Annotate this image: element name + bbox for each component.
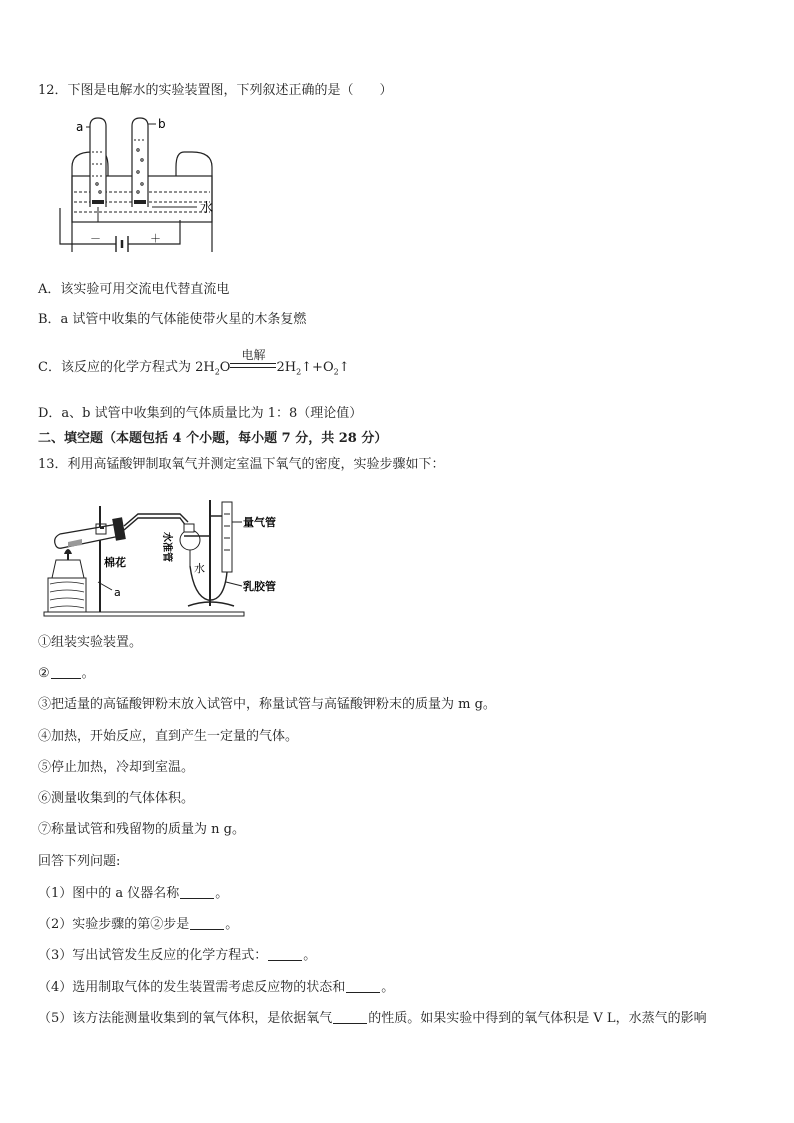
- sub2-suffix: 。: [225, 917, 239, 932]
- sub3-prefix: （3）写出试管发生反应的化学方程式：: [38, 948, 268, 963]
- q12-option-c-prefix: C．该反应的化学方程式为 2H: [38, 360, 215, 375]
- q13-step3: ③把适量的高锰酸钾粉末放入试管中，称量试管与高锰酸钾粉末的质量为 m g。: [38, 697, 496, 712]
- q12-option-d: D．a、b 试管中收集到的气体质量比为 1：8（理论值）: [38, 406, 363, 421]
- rubber-tube-label: 乳胶管: [243, 580, 276, 593]
- tube-b-label: b: [158, 117, 166, 131]
- q13-step6: ⑥测量收集到的气体体积。: [38, 791, 195, 806]
- q12-option-a: A．该实验可用交流电代替直流电: [38, 282, 230, 297]
- q13-step7: ⑦称量试管和残留物的质量为 n g。: [38, 822, 245, 837]
- sub5-suffix: 的性质。如果实验中得到的氧气体积是 V L，水蒸气的影响: [368, 1011, 707, 1026]
- electrolysis-apparatus: [52, 112, 232, 270]
- sub5-prefix: （5）该方法能测量收集到的氧气体积，是依据氧气: [38, 1011, 333, 1026]
- q13-step2: [38, 665, 95, 683]
- sub2-blank[interactable]: [190, 916, 224, 930]
- q13-sub2: [38, 916, 238, 934]
- step2-blank[interactable]: [51, 665, 81, 679]
- reaction-condition: 电解: [241, 348, 266, 362]
- q13-sub4: [38, 979, 394, 997]
- gas-tube-label: 量气管: [243, 516, 276, 529]
- water-label-13: 水: [194, 562, 205, 575]
- sub2-prefix: （2）实验步骤的第②步是: [38, 917, 190, 932]
- q12-option-b: B．a 试管中收集的气体能使带火星的木条复燃: [38, 312, 307, 327]
- level-tube-label: 水准管: [161, 532, 172, 562]
- sub1-prefix: （1）图中的 a 仪器名称: [38, 886, 180, 901]
- q13-sub3: [38, 947, 316, 965]
- tube-a-label: a: [76, 120, 84, 134]
- sub5-blank[interactable]: [333, 1010, 367, 1024]
- oxygen-apparatus-figure: [38, 496, 298, 620]
- plus-label: ＋: [150, 232, 161, 245]
- sub3-blank[interactable]: [268, 947, 302, 961]
- step2-suffix: 。: [81, 666, 95, 681]
- q12-option-c: C．该反应的化学方程式为 $2H_2O$ 电解 $2H_2↑+O_2↑$: [38, 348, 350, 377]
- electrolysis-figure: [52, 112, 232, 270]
- q12-stem: 12．下图是电解水的实验装置图，下列叙述正确的是（ ）: [38, 83, 393, 98]
- q13-step4: ④加热，开始反应，直到产生一定量的气体。: [38, 729, 299, 744]
- minus-label: －: [90, 232, 101, 245]
- sub4-prefix: （4）选用制取气体的发生装置需考虑反应物的状态和: [38, 980, 346, 995]
- q13-stem: 13．利用高锰酸钾制取氧气并测定室温下氧气的密度，实验步骤如下：: [38, 457, 445, 472]
- reaction-arrow: [230, 348, 276, 377]
- sub4-blank[interactable]: [346, 979, 380, 993]
- q13-step5: ⑤停止加热，冷却到室温。: [38, 760, 195, 775]
- sub3-suffix: 。: [303, 948, 317, 963]
- q13-step1: ①组装实验装置。: [38, 635, 143, 650]
- answer-heading: 回答下列问题:: [38, 854, 121, 869]
- sub1-blank[interactable]: [180, 885, 214, 899]
- oxygen-apparatus: [38, 496, 298, 620]
- q13-sub5: [38, 1010, 707, 1028]
- stand-a-label: a: [114, 586, 121, 599]
- sub4-suffix: 。: [381, 980, 395, 995]
- q13-sub1: [38, 885, 228, 903]
- water-label: 水: [200, 201, 214, 216]
- step2-prefix: ②: [38, 666, 50, 681]
- sub1-suffix: 。: [215, 886, 229, 901]
- cotton-label: 棉花: [104, 556, 126, 569]
- section2-heading: 二、填空题（本题包括 4 个小题，每小题 7 分，共 28 分）: [38, 431, 388, 446]
